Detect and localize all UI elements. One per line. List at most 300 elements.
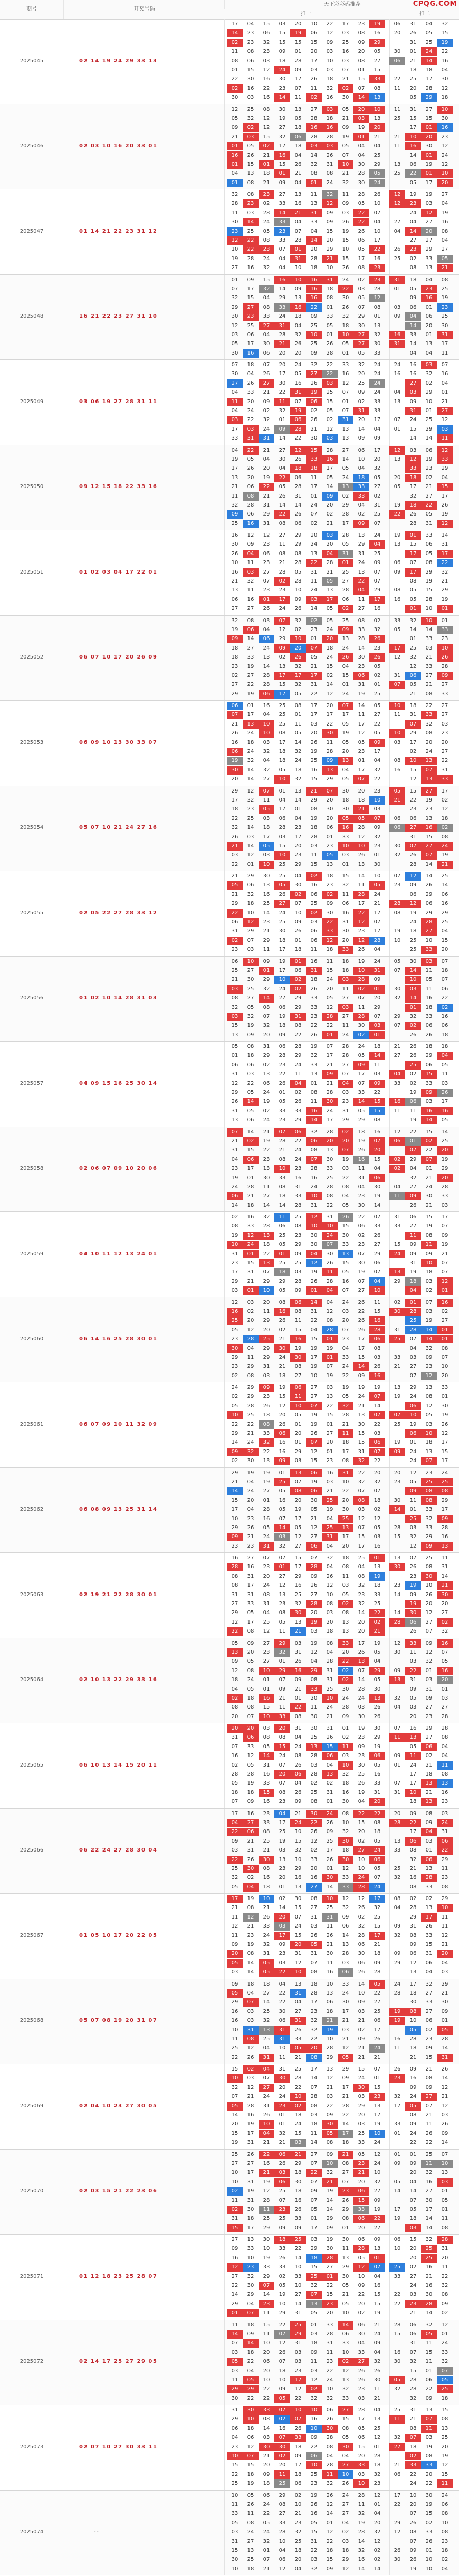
grid-number: 20: [405, 2245, 421, 2253]
grid-number: 22: [437, 757, 453, 765]
grid-number: 04: [437, 379, 453, 388]
grid-number: 08: [274, 550, 290, 558]
grid-number: 32: [369, 2178, 385, 2187]
grid-number: 13: [290, 1618, 306, 1627]
grid-number: 07: [274, 1554, 290, 1562]
grid-number: 32: [353, 1457, 369, 1465]
draw-numbers: 02 03 10 16 20 33 01: [79, 143, 216, 149]
grid-number: 15: [353, 75, 369, 83]
grid-number: 06: [353, 2434, 369, 2442]
grid-number: 07: [421, 1457, 437, 1465]
grid-number: 10: [389, 937, 405, 945]
grid-number: 26: [290, 510, 306, 519]
grid-number: 32: [369, 2528, 385, 2536]
grid-number: 11: [274, 398, 290, 406]
grid-number: 21: [437, 1581, 453, 1590]
grid-number: 12: [389, 2528, 405, 2536]
grid-number: 01: [405, 1299, 421, 1307]
grid-number: 04: [243, 20, 259, 28]
grid-number: 27: [369, 57, 385, 65]
grid-number: 08: [322, 1192, 338, 1200]
grid-number: 20: [353, 2300, 369, 2308]
grid-number: 06: [259, 690, 274, 699]
grid-number: 23: [437, 635, 453, 643]
grid-number: 25: [369, 550, 385, 558]
grid-number: 28: [259, 681, 274, 689]
grid-number: 18: [243, 1201, 259, 1210]
grid-number: 30: [437, 115, 453, 123]
grid-number: 04: [437, 474, 453, 482]
grid-number: 09: [259, 958, 274, 966]
grid-number: 13: [389, 1837, 405, 1846]
grid-number: 06: [243, 1061, 259, 1070]
grid-number: 31: [322, 160, 338, 169]
grid-number: 19: [227, 1232, 243, 1240]
issue-number: 2025054: [0, 825, 63, 831]
grid-number: 15: [389, 2330, 405, 2339]
grid-number: 32: [290, 2528, 306, 2536]
grid-number: 06: [227, 958, 243, 966]
grid-number: 17: [369, 1895, 385, 1903]
grid-number: 18: [274, 937, 290, 945]
grid-number: 26: [322, 1572, 338, 1581]
grid-number: 20: [306, 1865, 322, 1873]
grid-number: 04: [227, 446, 243, 455]
issue-number: 2025064: [0, 1677, 63, 1683]
grid-number: 25: [369, 1600, 385, 1608]
grid-number: 17: [243, 1618, 259, 1627]
grid-number: 02: [405, 2263, 421, 2272]
grid-number: 19: [274, 1837, 290, 1846]
grid-number: 16: [437, 1789, 453, 1797]
grid-number: 17: [437, 1457, 453, 1465]
grid-number: 33: [274, 303, 290, 312]
grid-number: 20: [353, 787, 369, 796]
grid-number: 18: [437, 1043, 453, 1051]
grid-number: 16: [243, 349, 259, 358]
grid-number: 17: [437, 1098, 453, 1106]
grid-number: 10: [227, 559, 243, 567]
grid-number: 14: [290, 2300, 306, 2308]
grid-number: 15: [274, 1392, 290, 1401]
grid-number: 23: [259, 540, 274, 549]
grid-number: 09: [290, 2224, 306, 2232]
recommendation-group-header: 天下彩彩码推荐: [224, 0, 459, 9]
grid-number: 05: [227, 1639, 243, 1648]
grid-number: 06: [421, 2376, 437, 2384]
grid-number: 31: [353, 1448, 369, 1456]
grid-number: 13: [322, 586, 338, 595]
grid-number: 22: [405, 2470, 421, 2479]
grid-number: 09: [274, 2224, 290, 2232]
grid-number: 26: [421, 2130, 437, 2138]
grid-number: 14: [405, 967, 421, 975]
grid-number: 19: [389, 1438, 405, 1447]
grid-number: 12: [322, 2074, 338, 2083]
grid-number: 16: [338, 47, 353, 56]
grid-number: 14: [421, 2224, 437, 2232]
grid-number: 25: [369, 510, 385, 519]
grid-number: 22: [274, 510, 290, 519]
grid-number: 17: [437, 340, 453, 348]
grid-number: 05: [437, 1116, 453, 1124]
grid-number: 27: [259, 1639, 274, 1648]
grid-number: 25: [227, 520, 243, 528]
grid-number: 33: [227, 2510, 243, 2518]
grid-number: 06: [306, 29, 322, 37]
grid-number: 08: [306, 1089, 322, 1097]
grid-number: 24: [353, 1694, 369, 1703]
table-row: [0, 1297, 459, 1383]
grid-number: 21: [290, 209, 306, 217]
grid-number: 26: [405, 1052, 421, 1060]
grid-number: 07: [421, 2102, 437, 2111]
grid-number: 05: [274, 1618, 290, 1627]
grid-number: 07: [405, 1335, 421, 1343]
grid-number: 04: [322, 1563, 338, 1571]
grid-number: 06: [338, 2330, 353, 2339]
draw-numbers: 02 07 10 27 30 33 11: [79, 2444, 216, 2450]
grid-number: 21: [259, 1904, 274, 1912]
grid-number: 33: [338, 361, 353, 369]
grid-number: 24: [259, 1116, 274, 1124]
grid-number: 10: [421, 1259, 437, 1267]
draw-numbers: 06 09 10 13 30 33 07: [79, 740, 216, 746]
grid-number: 07: [369, 918, 385, 927]
grid-number: 26: [259, 1402, 274, 1410]
grid-number: 32: [259, 1022, 274, 1030]
grid-number: 11: [290, 1316, 306, 1325]
grid-number: 06: [389, 559, 405, 567]
grid-number: 30: [243, 976, 259, 984]
grid-number: 18: [290, 464, 306, 473]
grid-number: 06: [405, 160, 421, 169]
grid-number: 32: [369, 2358, 385, 2366]
grid-number: 12: [421, 1648, 437, 1657]
grid-number: 26: [274, 2254, 290, 2263]
grid-number: 08: [338, 1563, 353, 1571]
grid-number: 03: [274, 1922, 290, 1931]
grid-number: 33: [243, 653, 259, 662]
grid-number: 22: [353, 1469, 369, 1477]
grid-number: 18: [243, 1789, 259, 1797]
grid-number: 01: [421, 169, 437, 178]
grid-number: 30: [290, 2178, 306, 2187]
grid-number: 19: [243, 1895, 259, 1903]
grid-number: 01: [369, 1031, 385, 1039]
grid-number: 03: [421, 1098, 437, 1106]
grid-number: 04: [322, 1648, 338, 1657]
grid-number: 15: [369, 1156, 385, 1164]
grid-number: 21: [369, 133, 385, 141]
grid-number: 26: [353, 1648, 369, 1657]
grid-number: 06: [369, 1335, 385, 1343]
grid-number: 13: [338, 1250, 353, 1258]
grid-number: 08: [338, 1810, 353, 1818]
grid-number: 04: [369, 2406, 385, 2415]
grid-number: 07: [338, 1146, 353, 1155]
grid-number: 27: [243, 2537, 259, 2546]
grid-number: 32: [369, 1478, 385, 1486]
grid-number: 03: [274, 20, 290, 28]
grid-number: 19: [306, 1618, 322, 1627]
grid-number: 21: [421, 483, 437, 491]
grid-number: 31: [243, 1591, 259, 1599]
grid-number: 05: [338, 775, 353, 784]
grid-number: 17: [353, 255, 369, 263]
grid-number: 06: [227, 1192, 243, 1200]
grid-number: 01: [369, 985, 385, 994]
grid-number: 05: [405, 2026, 421, 2035]
grid-number: 23: [338, 1335, 353, 1343]
grid-number: 01: [437, 2206, 453, 2214]
grid-number: 32: [259, 2017, 274, 2025]
grid-number: 06: [290, 474, 306, 482]
grid-number: 06: [306, 891, 322, 899]
grid-number: 04: [338, 2519, 353, 2527]
grid-number: 21: [259, 388, 274, 397]
grid-number: 26: [405, 1043, 421, 1051]
grid-number: 25: [421, 1478, 437, 1486]
grid-number: 33: [243, 388, 259, 397]
grid-number: 33: [306, 218, 322, 226]
grid-number: 29: [290, 1052, 306, 1060]
grid-number: 04: [369, 946, 385, 954]
grid-number: 06: [353, 2187, 369, 2196]
grid-number: 03: [353, 2120, 369, 2129]
grid-number: 03: [405, 1353, 421, 1362]
grid-number: 17: [369, 2026, 385, 2035]
grid-number: 30: [274, 927, 290, 936]
grid-number: 24: [243, 1241, 259, 1249]
grid-number: 03: [274, 1959, 290, 1968]
grid-number: 01: [290, 47, 306, 56]
grid-number: 09: [322, 1070, 338, 1079]
grid-number: 20: [437, 1174, 453, 1182]
grid-number: 32: [322, 1554, 338, 1562]
grid-number: 26: [306, 1828, 322, 1836]
grid-number: 02: [274, 2273, 290, 2281]
grid-number: 23: [421, 285, 437, 293]
grid-number: 21: [259, 1846, 274, 1855]
grid-number: 26: [290, 2206, 306, 2214]
grid-number: 01: [421, 407, 437, 415]
grid-number: 04: [322, 1542, 338, 1551]
grid-number: 04: [405, 1286, 421, 1295]
grid-number: 30: [274, 2008, 290, 2016]
grid-number: 23: [290, 2519, 306, 2527]
grid-number: 03: [243, 2074, 259, 2083]
grid-number: 21: [290, 2054, 306, 2062]
grid-number: 22: [405, 169, 421, 178]
grid-number: 06: [405, 1098, 421, 1106]
grid-number: 18: [437, 967, 453, 975]
grid-number: 13: [437, 1779, 453, 1788]
grid-number: 22: [322, 720, 338, 729]
grid-number: 08: [243, 179, 259, 187]
grid-number: 28: [259, 1222, 274, 1230]
grid-number: 31: [290, 388, 306, 397]
grid-number: 16: [338, 1277, 353, 1286]
grid-number: 23: [259, 245, 274, 254]
grid-number: 11: [227, 209, 243, 217]
grid-number: 18: [306, 464, 322, 473]
grid-number: 31: [227, 1070, 243, 1079]
grid-number: 27: [437, 702, 453, 710]
grid-number: 19: [290, 1505, 306, 1514]
grid-number: 11: [437, 349, 453, 358]
grid-number: 20: [274, 361, 290, 369]
draw-numbers: 02 03 15 21 22 23 06: [79, 2188, 216, 2194]
grid-number: 20: [322, 635, 338, 643]
grid-number: 02: [259, 199, 274, 208]
grid-number: 22: [227, 815, 243, 823]
grid-number: 28: [322, 559, 338, 567]
grid-number: 16: [338, 1789, 353, 1797]
grid-number: 19: [421, 2443, 437, 2451]
grid-number: 17: [421, 75, 437, 83]
grid-number: 09: [369, 2339, 385, 2348]
grid-number: 32: [259, 2537, 274, 2546]
grid-number: 26: [243, 151, 259, 160]
grid-number: 21: [243, 1429, 259, 1438]
grid-number: 07: [421, 1299, 437, 1307]
grid-number: 19: [259, 1469, 274, 1477]
grid-number: 26: [369, 1713, 385, 1721]
grid-number: 21: [338, 2093, 353, 2101]
grid-number: 01: [322, 2273, 338, 2281]
grid-number: 33: [338, 1241, 353, 1249]
grid-number: 20: [243, 1496, 259, 1505]
grid-number: 13: [259, 653, 274, 662]
grid-number: 26: [353, 2367, 369, 2375]
grid-number: 13: [259, 1070, 274, 1079]
grid-number: 17: [290, 1563, 306, 1571]
grid-number: 02: [306, 872, 322, 881]
grid-number: 12: [322, 690, 338, 699]
grid-number: 19: [227, 255, 243, 263]
table-row: [0, 2320, 459, 2406]
grid-number: 22: [227, 1856, 243, 1864]
grid-number: 27: [369, 483, 385, 491]
grid-number: 21: [369, 1941, 385, 1949]
grid-number: 32: [338, 2385, 353, 2393]
grid-number: 23: [389, 881, 405, 890]
grid-number: 31: [437, 2054, 453, 2062]
grid-number: 03: [322, 1478, 338, 1486]
grid-number: 29: [259, 1277, 274, 1286]
grid-number: 01: [437, 605, 453, 613]
grid-number: 32: [437, 2282, 453, 2290]
grid-number: 18: [243, 900, 259, 908]
grid-number: 20: [437, 2254, 453, 2263]
grid-number: 12: [259, 2187, 274, 2196]
grid-number: 15: [259, 1789, 274, 1797]
grid-number: 25: [274, 720, 290, 729]
grid-number: 14: [274, 501, 290, 510]
grid-number: 29: [227, 1089, 243, 1097]
grid-number: 15: [338, 255, 353, 263]
grid-number: 27: [290, 1542, 306, 1551]
grid-number: 19: [421, 160, 437, 169]
grid-number: 29: [243, 2291, 259, 2299]
grid-number: 30: [369, 1724, 385, 1733]
grid-number: 32: [259, 1941, 274, 1949]
grid-number: 19: [243, 2187, 259, 2196]
grid-number: 26: [369, 635, 385, 643]
grid-number: 10: [243, 909, 259, 918]
table-row: [0, 1382, 459, 1468]
grid-number: 31: [306, 1950, 322, 1958]
grid-number: 16: [290, 1874, 306, 1882]
grid-number: 22: [227, 861, 243, 869]
grid-number: 03: [306, 2330, 322, 2339]
grid-number: 21: [322, 2017, 338, 2025]
grid-number: 16: [338, 824, 353, 832]
grid-number: 09: [338, 1713, 353, 1721]
grid-number: 07: [405, 1372, 421, 1380]
grid-number: 03: [274, 833, 290, 842]
grid-number: 04: [227, 1819, 243, 1827]
grid-number: 09: [306, 349, 322, 358]
grid-number: 15: [259, 1703, 274, 1712]
table-row: [0, 2235, 459, 2320]
grid-number: 11: [227, 2376, 243, 2384]
grid-number: 32: [421, 2321, 437, 2330]
grid-number: 07: [274, 617, 290, 625]
grid-number: 33: [290, 2434, 306, 2442]
grid-number: 28: [405, 1904, 421, 1912]
grid-number: 11: [243, 1353, 259, 1362]
grid-number: 03: [274, 1533, 290, 1541]
grid-number: 04: [389, 1703, 405, 1712]
column-divider: [224, 1979, 225, 2064]
grid-number: 29: [227, 1524, 243, 1532]
grid-number: 28: [243, 1770, 259, 1779]
grid-number: 16: [274, 1496, 290, 1505]
grid-number: 16: [322, 1469, 338, 1477]
grid-number: 30: [322, 2120, 338, 2129]
grid-number: 07: [259, 2074, 274, 2083]
grid-number: 14: [243, 1959, 259, 1968]
grid-number: 23: [243, 312, 259, 321]
grid-number: 09: [290, 2452, 306, 2460]
grid-number: 01: [227, 160, 243, 169]
grid-number: 05: [274, 1241, 290, 1249]
grid-number: 01: [306, 179, 322, 187]
grid-number: 23: [306, 2479, 322, 2488]
grid-number: 12: [322, 29, 338, 37]
grid-number: 02: [306, 617, 322, 625]
grid-number: 28: [259, 1505, 274, 1514]
grid-number: 33: [421, 711, 437, 719]
issue-number: 2025065: [0, 1762, 63, 1768]
grid-number: 20: [322, 1618, 338, 1627]
grid-number: 31: [306, 1308, 322, 1316]
grid-number: 30: [338, 805, 353, 814]
grid-number: 28: [389, 2321, 405, 2330]
grid-number: 23: [353, 20, 369, 28]
grid-number: 11: [437, 2479, 453, 2488]
grid-number: 05: [274, 483, 290, 491]
grid-number: 33: [259, 1429, 274, 1438]
grid-number: 27: [421, 236, 437, 245]
grid-number: 19: [306, 1362, 322, 1371]
grid-number: 20: [290, 1496, 306, 1505]
grid-number: 07: [421, 1156, 437, 1164]
grid-number: 12: [437, 2102, 453, 2111]
grid-number: 25: [353, 1770, 369, 1779]
